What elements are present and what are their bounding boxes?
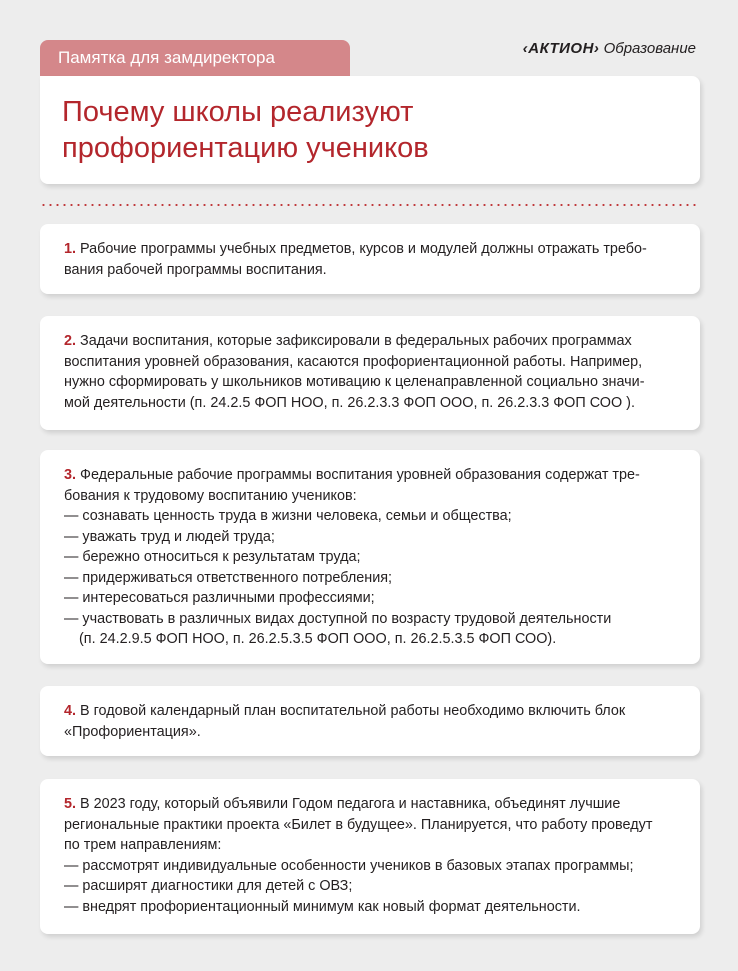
item-card-3: [40, 450, 700, 664]
item-4-line-2: «Профориентация».: [64, 723, 201, 740]
item-5-line-2: региональные практики проекта «Билет в будущее». Планируется, что работу проведут: [64, 816, 653, 833]
item-5-bullet-1: — рассмотрят индивидуальные особенности учеников в базовых этапах программы;: [64, 857, 634, 874]
title-line-2: профориентацию учеников: [62, 132, 429, 164]
item-3-references: (п. 24.2.9.5 ФОП НОО, п. 26.2.5.3.5 ФОП ООО, п. 26.2.5.3.5 ФОП СОО).: [79, 631, 557, 647]
aktion-logo: [523, 40, 696, 57]
item-3-line-2: бования к трудовому воспитанию учеников:: [64, 487, 357, 504]
item-2-line-2: воспитания уровней образования, касаются профориентационной работы. Например,: [64, 353, 643, 370]
logo-brand: ‹АКТИОН›: [522, 40, 600, 57]
memo-tab-label: Памятка для замдиректора: [58, 48, 275, 67]
page-title: [62, 94, 429, 166]
item-card-5: [40, 779, 700, 934]
item-card-4: [40, 686, 700, 756]
item-3-bullet-4: — придерживаться ответственного потребления;: [64, 569, 393, 586]
item-2-line-4: мой деятельности (п. 24.2.5 ФОП НОО, п. 26.2.3.3 ФОП ООО, п. 26.2.3.3 ФОП СОО ).: [64, 394, 635, 411]
item-2-number: 2.: [64, 333, 77, 349]
item-3-bullet-3: — бережно относиться к результатам труда;: [64, 549, 361, 565]
item-5-line-3: по трем направлениям:: [64, 837, 222, 853]
item-5-bullet-2: — расширят диагностики для детей с ОВЗ;: [64, 878, 353, 894]
item-5-line-1: 5. В 2023 году, который объявили Годом педагога и наставника, объединят лучшие: [64, 796, 621, 812]
item-card-2: [40, 316, 700, 430]
item-3-line-1: 3. Федеральные рабочие программы воспитания уровней образования содержат тре-: [64, 467, 640, 483]
item-card-1: [40, 224, 700, 294]
item-1-number: 1.: [64, 241, 77, 257]
item-1-line-2: вания рабочей программы воспитания.: [64, 261, 327, 278]
logo-subtitle: Образование: [603, 40, 696, 57]
dotted-divider: [40, 204, 698, 206]
item-1-line-1: 1. Рабочие программы учебных предметов, курсов и модулей должны отражать требо-: [64, 241, 647, 257]
item-3-number: 3.: [64, 467, 77, 483]
title-line-1: Почему школы реализуют: [62, 96, 414, 128]
item-2-line-1: 2. Задачи воспитания, которые зафиксировали в федеральных рабочих программах: [64, 333, 632, 349]
item-5-number: 5.: [64, 796, 77, 812]
memo-tab: [40, 40, 350, 76]
item-3-bullet-1: — сознавать ценность труда в жизни человека, семьи и общества;: [64, 508, 512, 524]
item-4-number: 4.: [64, 703, 77, 719]
item-5-bullet-3: — внедрят профориентационный минимум как новый формат деятельности.: [64, 898, 581, 915]
item-3-bullet-2: — уважать труд и людей труда;: [64, 528, 275, 545]
item-3-bullet-6: — участвовать в различных видах доступной по возрасту трудовой деятельности: [64, 610, 612, 627]
item-2-line-3: нужно сформировать у школьников мотивацию к целенаправленной социально значи-: [64, 374, 645, 390]
item-4-line-1: 4. В годовой календарный план воспитательной работы необходимо включить блок: [64, 703, 626, 719]
title-card: [40, 76, 700, 184]
item-3-bullet-5: — интересоваться различными профессиями;: [64, 590, 375, 606]
